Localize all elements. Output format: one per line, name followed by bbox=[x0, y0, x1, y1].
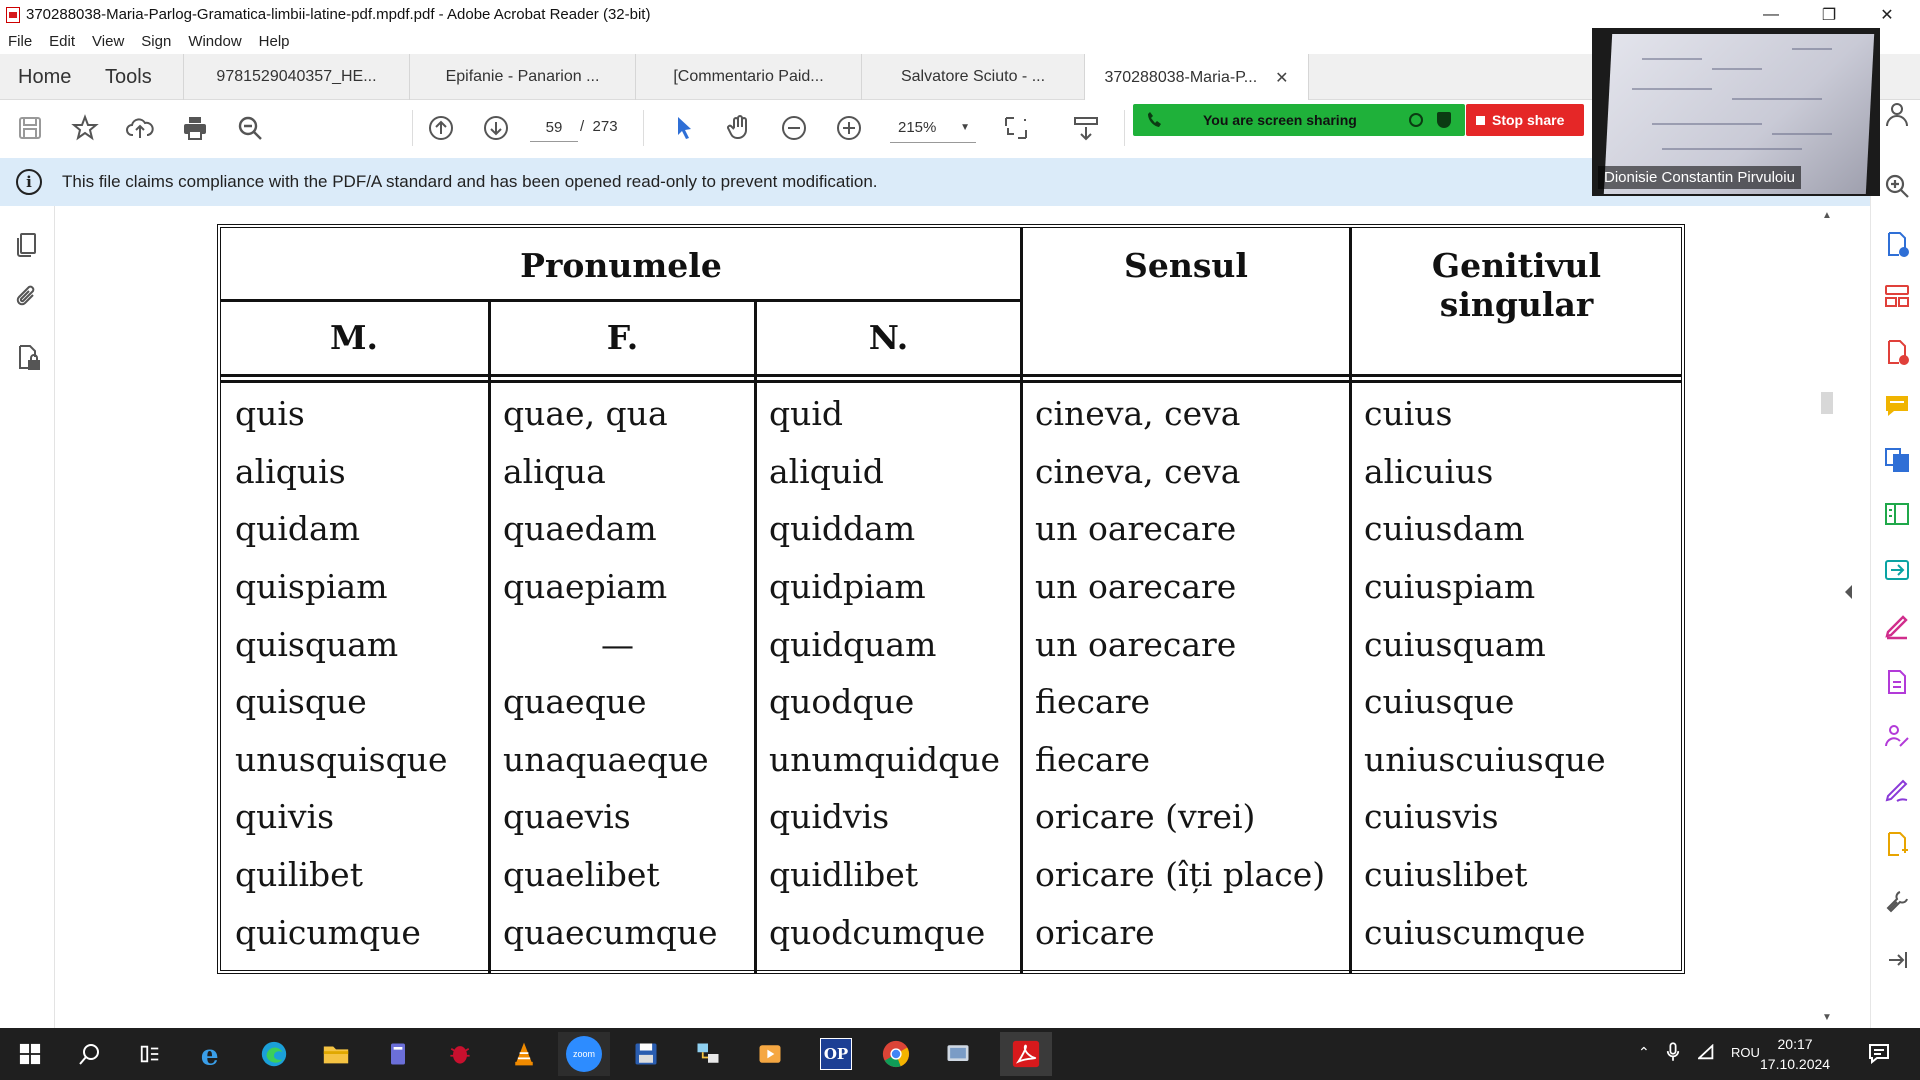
header-genitiv: Genitivul singular bbox=[1431, 246, 1602, 324]
cell-feminine: aliqua bbox=[503, 452, 606, 491]
pages-thumbnail-icon[interactable] bbox=[12, 228, 42, 258]
vertical-scrollbar[interactable] bbox=[1818, 206, 1836, 1028]
sharing-info-icon[interactable] bbox=[1409, 113, 1423, 127]
bug-app-icon[interactable] bbox=[442, 1036, 478, 1072]
cell-genitiv: cuiuscumque bbox=[1364, 913, 1586, 952]
left-navigation-rail bbox=[0, 206, 55, 1028]
screen-sharing-bar[interactable] bbox=[1133, 104, 1465, 136]
cell-masculine: aliquis bbox=[235, 452, 346, 491]
maximize-button[interactable]: ❐ bbox=[1821, 6, 1837, 24]
svg-text:e: e bbox=[200, 1039, 219, 1069]
title-bar bbox=[0, 0, 1920, 29]
doc-tab[interactable]: Epifanie - Panarion ... bbox=[409, 54, 635, 100]
cell-neuter: quidquam bbox=[769, 625, 937, 664]
participant-video-thumbnail[interactable] bbox=[1592, 28, 1880, 196]
stop-icon bbox=[1476, 116, 1485, 125]
close-tab-icon[interactable]: ✕ bbox=[1275, 69, 1289, 87]
collapse-tools-icon[interactable] bbox=[1883, 946, 1911, 974]
cell-neuter: quidvis bbox=[769, 797, 890, 836]
system-clock[interactable] bbox=[1760, 1034, 1830, 1074]
cell-sens: cineva, ceva bbox=[1035, 452, 1241, 491]
user-account-icon[interactable] bbox=[1883, 100, 1911, 128]
create-pdf-icon[interactable] bbox=[1883, 230, 1911, 258]
menu-help[interactable]: Help bbox=[258, 33, 290, 50]
hand-tool-icon[interactable] bbox=[723, 112, 755, 144]
stop-share-label: Stop share bbox=[1492, 112, 1565, 128]
cell-genitiv: cuiusdam bbox=[1364, 509, 1525, 548]
cell-masculine: unusquisque bbox=[235, 740, 448, 779]
cell-sens: un oarecare bbox=[1035, 509, 1237, 548]
cell-feminine: unaquaeque bbox=[503, 740, 709, 779]
chrome-icon[interactable] bbox=[878, 1036, 914, 1072]
fill-sign-icon[interactable] bbox=[1883, 612, 1911, 640]
network-app-icon[interactable] bbox=[690, 1036, 726, 1072]
stop-share-button[interactable] bbox=[1466, 104, 1584, 136]
video-detail bbox=[1632, 88, 1712, 90]
scroll-mode-icon[interactable] bbox=[1070, 112, 1102, 144]
tab-home[interactable]: Home bbox=[18, 65, 72, 88]
cell-sens: un oarecare bbox=[1035, 567, 1237, 606]
cell-masculine: quilibet bbox=[235, 855, 363, 894]
cell-masculine: quidam bbox=[235, 509, 361, 548]
scrollbar-thumb[interactable] bbox=[1821, 392, 1833, 414]
op-label: OP bbox=[820, 1038, 852, 1070]
window-title: 370288038-Maria-Parlog-Gramatica-limbii-latine-pdf.mpdf.pdf - Adobe Acrobat Reader (32-bit) bbox=[26, 6, 651, 23]
edit-pdf-icon[interactable] bbox=[1883, 446, 1911, 474]
header-masculine: M. bbox=[329, 318, 379, 357]
cell-neuter: quodcumque bbox=[769, 913, 986, 952]
video-detail bbox=[1662, 148, 1802, 150]
cell-genitiv: cuiusquam bbox=[1364, 625, 1546, 664]
cell-masculine: quivis bbox=[235, 797, 335, 836]
sharing-status-label: You are screen sharing bbox=[1203, 112, 1357, 128]
pdfa-message: This file claims compliance with the PDF/A standard and has been opened read-only to prevent modification. bbox=[62, 172, 878, 191]
edge-browser-icon[interactable] bbox=[256, 1036, 292, 1072]
cell-genitiv: cuius bbox=[1364, 394, 1453, 433]
media-player-icon[interactable] bbox=[752, 1036, 788, 1072]
cell-genitiv: cuiuspiam bbox=[1364, 567, 1536, 606]
cell-feminine: quaepiam bbox=[503, 567, 668, 606]
page-number-input[interactable] bbox=[530, 114, 578, 142]
table-rule bbox=[221, 380, 1681, 383]
table-rule bbox=[754, 301, 757, 974]
cell-feminine: quaeque bbox=[503, 682, 647, 721]
wifi-icon[interactable] bbox=[1698, 1044, 1716, 1065]
save-icon[interactable] bbox=[14, 112, 46, 144]
video-detail bbox=[1652, 123, 1762, 125]
cell-feminine: quaecumque bbox=[503, 913, 718, 952]
doc-tab-active[interactable] bbox=[1084, 54, 1309, 101]
cell-feminine: quae, qua bbox=[503, 394, 668, 433]
header-sens: Sensul bbox=[1124, 246, 1248, 285]
table-rule bbox=[1349, 228, 1352, 974]
cell-genitiv: uniuscuiusque bbox=[1364, 740, 1606, 779]
video-detail bbox=[1772, 133, 1832, 135]
cell-genitiv: alicuius bbox=[1364, 452, 1494, 491]
protect-icon[interactable] bbox=[1883, 668, 1911, 696]
print-icon[interactable] bbox=[179, 112, 211, 144]
header-feminine: F. bbox=[606, 318, 639, 357]
doc-tab-label: 370288038-Maria-P... bbox=[1104, 68, 1258, 86]
zoom-badge: zoom bbox=[566, 1036, 602, 1072]
header-neuter: N. bbox=[868, 318, 909, 357]
organize-pages-icon[interactable] bbox=[1883, 282, 1911, 310]
cell-sens: oricare (îți place) bbox=[1035, 855, 1326, 894]
tab-tools[interactable]: Tools bbox=[105, 65, 152, 88]
cell-genitiv: cuiusque bbox=[1364, 682, 1515, 721]
minimize-button[interactable]: — bbox=[1763, 5, 1779, 23]
pdf-file-icon bbox=[6, 7, 20, 23]
security-shield-icon[interactable] bbox=[1437, 112, 1451, 128]
cell-sens: fiecare bbox=[1035, 740, 1151, 779]
clock-time: 20:17 bbox=[1777, 1036, 1813, 1052]
toolbar-separator bbox=[1124, 110, 1125, 146]
acrobat-reader-icon[interactable] bbox=[1000, 1032, 1052, 1076]
microphone-icon[interactable] bbox=[1666, 1042, 1680, 1067]
menu-view[interactable]: View bbox=[92, 33, 125, 50]
cell-feminine: quaevis bbox=[503, 797, 631, 836]
cell-sens: oricare bbox=[1035, 913, 1155, 952]
fit-page-icon[interactable] bbox=[1000, 112, 1032, 144]
header-pronume: Pronumele bbox=[520, 246, 722, 285]
cell-sens: oricare (vrei) bbox=[1035, 797, 1256, 836]
participant-name: Dionisie Constantin Pirvuloiu bbox=[1598, 166, 1801, 189]
doc-tab[interactable]: [Commentario Paid... bbox=[635, 54, 861, 100]
close-window-button[interactable]: ✕ bbox=[1880, 6, 1894, 24]
pronoun-table bbox=[217, 224, 1685, 974]
show-hidden-icons-chevron[interactable]: ⌃ bbox=[1638, 1044, 1650, 1060]
toolbar-separator bbox=[412, 110, 413, 146]
compress-icon[interactable] bbox=[1883, 500, 1911, 528]
internet-explorer-icon[interactable] bbox=[194, 1036, 230, 1072]
table-rule bbox=[488, 301, 491, 974]
input-language[interactable]: ROU bbox=[1731, 1045, 1760, 1060]
cell-masculine: quis bbox=[235, 394, 305, 433]
menu-file[interactable]: File bbox=[8, 33, 33, 50]
video-detail bbox=[1712, 68, 1762, 70]
cell-masculine: quispiam bbox=[235, 567, 388, 606]
vlc-icon[interactable] bbox=[506, 1036, 542, 1072]
page-down-icon[interactable] bbox=[480, 112, 512, 144]
cell-masculine: quicumque bbox=[235, 913, 421, 952]
find-icon[interactable] bbox=[1883, 172, 1911, 200]
cell-neuter: aliquid bbox=[769, 452, 884, 491]
cell-neuter: unumquidque bbox=[769, 740, 1001, 779]
windows-start-icon[interactable] bbox=[12, 1036, 48, 1072]
table-rule bbox=[1020, 228, 1023, 974]
info-icon: i bbox=[16, 169, 42, 195]
notification-icon[interactable] bbox=[1868, 1042, 1890, 1069]
chevron-down-icon: ▼ bbox=[960, 122, 970, 133]
zoom-level-value: 215% bbox=[898, 119, 937, 136]
zoom-out-icon[interactable] bbox=[778, 112, 810, 144]
cell-neuter: quidpiam bbox=[769, 567, 926, 606]
zoom-in-icon[interactable] bbox=[833, 112, 865, 144]
star-icon[interactable] bbox=[69, 112, 101, 144]
page-separator: / bbox=[580, 118, 585, 135]
cell-masculine: quisquam bbox=[235, 625, 399, 664]
video-detail bbox=[1642, 58, 1702, 60]
video-detail bbox=[1732, 98, 1822, 100]
cell-feminine: — bbox=[601, 625, 634, 664]
video-detail bbox=[1792, 48, 1832, 50]
upload-cloud-icon[interactable] bbox=[124, 112, 156, 144]
send-for-review-icon[interactable] bbox=[1883, 556, 1911, 584]
search-zoom-icon[interactable] bbox=[234, 112, 266, 144]
cell-sens: un oarecare bbox=[1035, 625, 1237, 664]
menu-sign[interactable]: Sign bbox=[141, 33, 172, 50]
op-app-icon[interactable] bbox=[816, 1036, 856, 1072]
windows-taskbar bbox=[0, 1028, 1920, 1080]
more-tools-icon[interactable] bbox=[1883, 888, 1911, 916]
doc-tab[interactable]: 9781529040357_HE... bbox=[183, 54, 409, 100]
page-total-number: 273 bbox=[592, 118, 618, 135]
cell-neuter: quodque bbox=[769, 682, 915, 721]
right-tools-rail bbox=[1870, 100, 1920, 1028]
comment-icon[interactable] bbox=[1883, 392, 1911, 420]
cell-feminine: quaelibet bbox=[503, 855, 660, 894]
page-up-icon[interactable] bbox=[425, 112, 457, 144]
cell-sens: cineva, ceva bbox=[1035, 394, 1241, 433]
request-signature-icon[interactable] bbox=[1883, 722, 1911, 750]
search-icon[interactable] bbox=[72, 1036, 108, 1072]
cell-sens: fiecare bbox=[1035, 682, 1151, 721]
cell-neuter: quidlibet bbox=[769, 855, 919, 894]
select-cursor-icon[interactable] bbox=[668, 112, 700, 144]
cell-neuter: quid bbox=[769, 394, 844, 433]
scroll-down-icon[interactable]: ▼ bbox=[1822, 1012, 1832, 1023]
page-total bbox=[580, 118, 618, 135]
cell-neuter: quiddam bbox=[769, 509, 916, 548]
zoom-level-select[interactable] bbox=[890, 113, 976, 143]
toolbar-separator bbox=[643, 110, 644, 146]
clock-date: 17.10.2024 bbox=[1760, 1056, 1831, 1072]
scroll-up-icon[interactable]: ▲ bbox=[1822, 210, 1832, 221]
attachment-icon[interactable] bbox=[12, 282, 42, 312]
menu-window[interactable]: Window bbox=[188, 33, 242, 50]
table-rule bbox=[221, 299, 1022, 302]
menu-edit[interactable]: Edit bbox=[49, 33, 76, 50]
sign-icon[interactable] bbox=[1883, 776, 1911, 804]
save-disk-app-icon[interactable] bbox=[628, 1036, 664, 1072]
zoom-app-icon[interactable] bbox=[558, 1032, 610, 1076]
task-view-icon[interactable] bbox=[132, 1036, 168, 1072]
phone-icon bbox=[1147, 110, 1161, 128]
right-panel-collapse-icon[interactable] bbox=[1845, 585, 1852, 599]
pdf-page-view[interactable] bbox=[56, 206, 1818, 1028]
table-rule bbox=[221, 374, 1681, 377]
app-icon[interactable] bbox=[380, 1036, 416, 1072]
export-pdf-icon[interactable] bbox=[1883, 338, 1911, 366]
stamp-icon[interactable] bbox=[1883, 830, 1911, 858]
cell-genitiv: cuiusvis bbox=[1364, 797, 1499, 836]
document-security-icon[interactable] bbox=[12, 342, 42, 372]
cell-genitiv: cuiuslibet bbox=[1364, 855, 1528, 894]
file-explorer-icon[interactable] bbox=[318, 1036, 354, 1072]
cell-masculine: quisque bbox=[235, 682, 367, 721]
doc-tab[interactable]: Salvatore Sciuto - ... bbox=[861, 54, 1084, 100]
cell-feminine: quaedam bbox=[503, 509, 657, 548]
screen-app-icon[interactable] bbox=[940, 1036, 976, 1072]
